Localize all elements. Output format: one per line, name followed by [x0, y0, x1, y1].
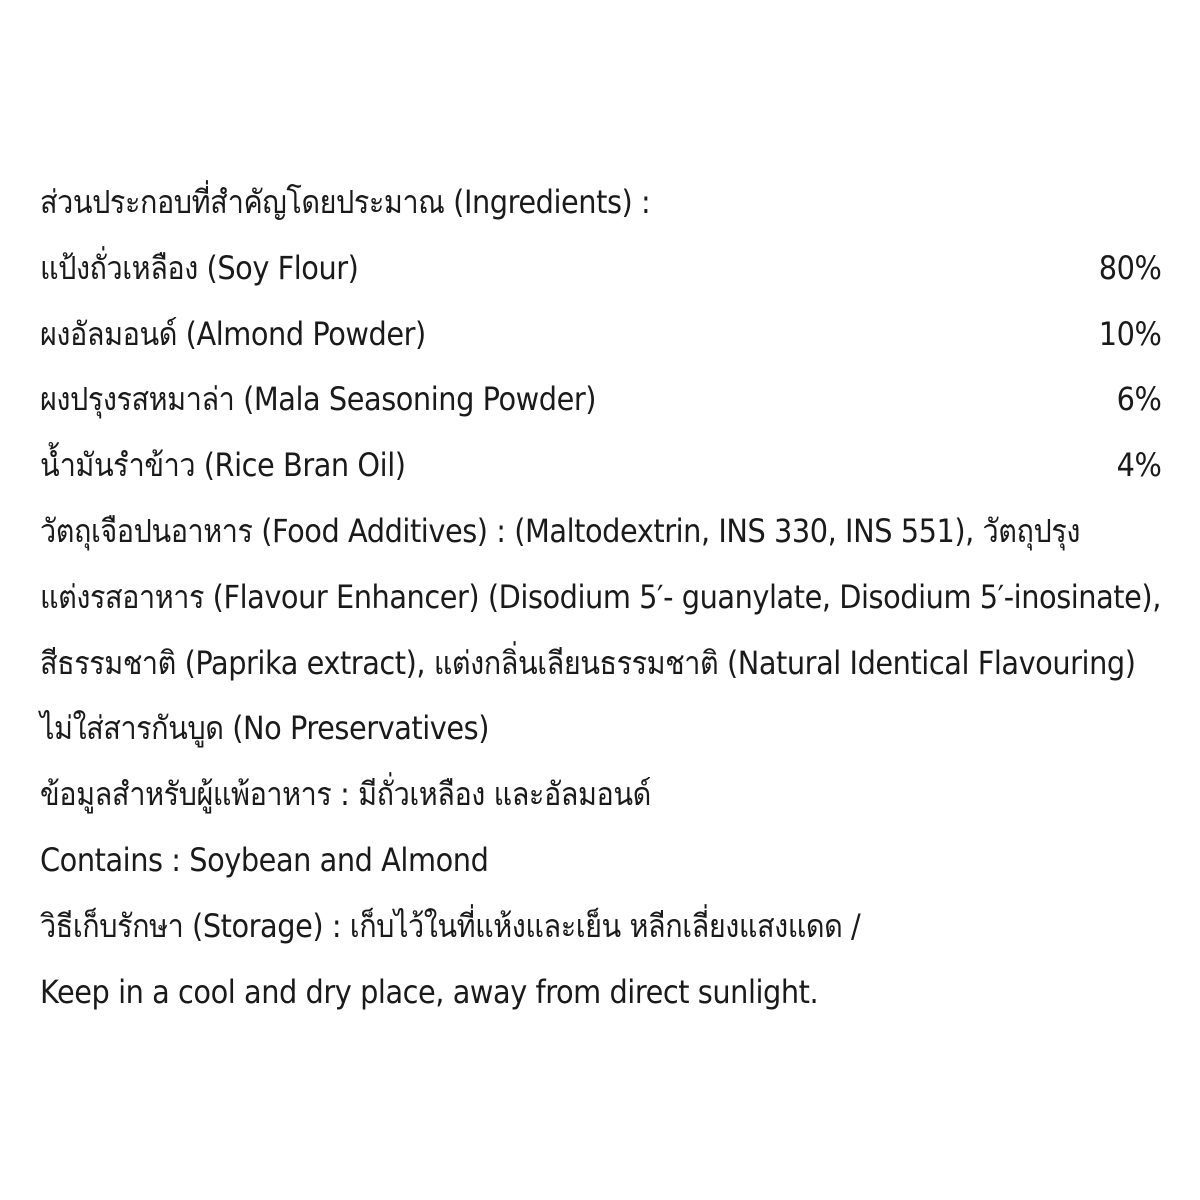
preservatives-note: ไม่ใส่สารกันบูด (No Preservatives)	[40, 709, 489, 748]
ingredient-name: แป้งถั่วเหลือง (Soy Flour)	[40, 248, 359, 287]
ingredient-name: ผงปรุงรสหมาล่า (Mala Seasoning Powder)	[40, 380, 597, 419]
ingredients-header: ส่วนประกอบที่สำคัญโดยประมาณ (Ingredients) :	[40, 183, 651, 221]
ingredient-row	[40, 302, 1161, 368]
allergen-english: Contains : Soybean and Almond	[40, 840, 489, 879]
allergen-thai: ข้อมูลสำหรับผู้แพ้อาหาร : มีถั่วเหลือง และอัลมอนด์	[40, 775, 651, 814]
ingredient-row	[40, 433, 1161, 499]
ingredient-percent: 6%	[1116, 380, 1162, 419]
ingredient-name: ผงอัลมอนด์ (Almond Powder)	[40, 314, 426, 353]
storage-english: Keep in a cool and dry place, away from direct sunlight.	[40, 972, 819, 1011]
additives-line: วัตถุเจือปนอาหาร (Food Additives) : (Maltodextrin, INS 330, INS 551), วัตถุปรุง	[40, 511, 1080, 550]
ingredient-percent: 4%	[1116, 446, 1162, 485]
ingredient-percent: 10%	[1098, 314, 1162, 353]
ingredient-row	[40, 367, 1161, 433]
ingredient-percent: 80%	[1098, 248, 1162, 287]
additives-line: สีธรรมชาติ (Paprika extract), แต่งกลิ่นเลียนธรรมชาติ (Natural Identical Flavouring)	[40, 643, 1136, 682]
storage-thai: วิธีเก็บรักษา (Storage) : เก็บไว้ในที่แห้งและเย็น หลีกเลี่ยงแสงแดด /	[40, 906, 861, 945]
ingredient-name: น้ำมันรำข้าว (Rice Bran Oil)	[40, 446, 406, 485]
ingredient-row	[40, 236, 1161, 302]
ingredients-label	[40, 170, 1161, 1025]
additives-line: แต่งรสอาหาร (Flavour Enhancer) (Disodium 5′- guanylate, Disodium 5′-inosinate),	[40, 577, 1161, 616]
